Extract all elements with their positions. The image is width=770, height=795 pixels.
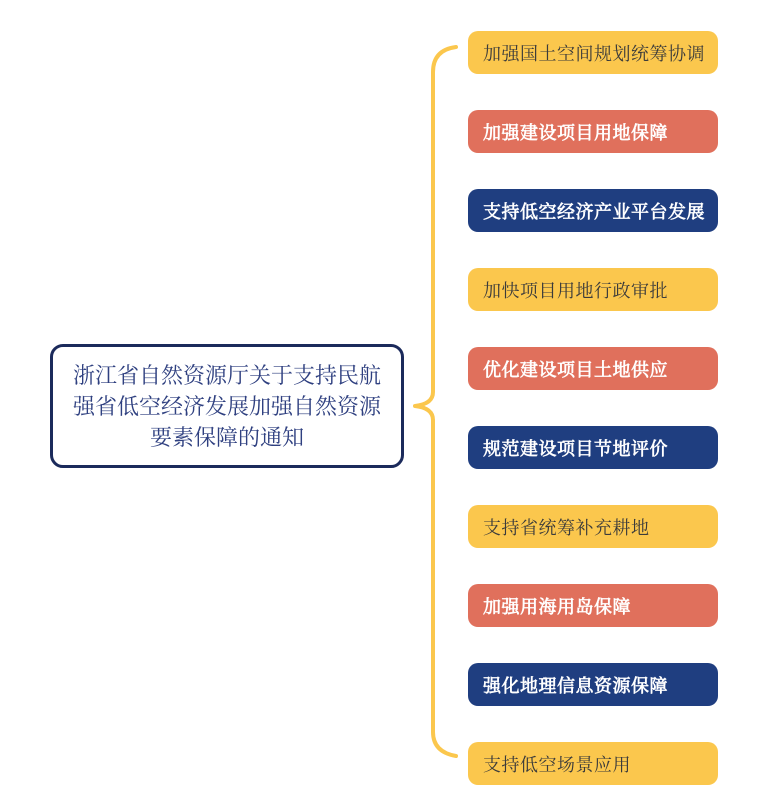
branch-node: [468, 110, 718, 153]
central-topic-node: [50, 344, 404, 468]
branch-list: [468, 31, 718, 785]
central-topic-label: 浙江省自然资源厅关于支持民航强省低空经济发展加强自然资源要素保障的通知: [72, 362, 381, 450]
branch-label: 优化建设项目土地供应: [483, 359, 668, 380]
branch-node: [468, 663, 718, 706]
branch-node: [468, 31, 718, 74]
branch-label: 加强国土空间规划统筹协调: [483, 43, 705, 64]
branch-node: [468, 426, 718, 469]
branch-node: [468, 505, 718, 548]
branch-node: [468, 584, 718, 627]
branch-label: 强化地理信息资源保障: [483, 675, 668, 696]
branch-label: 支持低空场景应用: [483, 754, 631, 775]
branch-label: 加强建设项目用地保障: [483, 122, 668, 143]
branch-label: 支持省统筹补充耕地: [483, 517, 650, 538]
branch-label: 加强用海用岛保障: [483, 596, 631, 617]
brace-path: [415, 47, 456, 756]
branch-node: [468, 268, 718, 311]
branch-node: [468, 189, 718, 232]
branch-label: 支持低空经济产业平台发展: [483, 201, 705, 222]
branch-node: [468, 742, 718, 785]
branch-label: 规范建设项目节地评价: [483, 438, 668, 459]
branch-node: [468, 347, 718, 390]
branch-label: 加快项目用地行政审批: [483, 280, 668, 301]
